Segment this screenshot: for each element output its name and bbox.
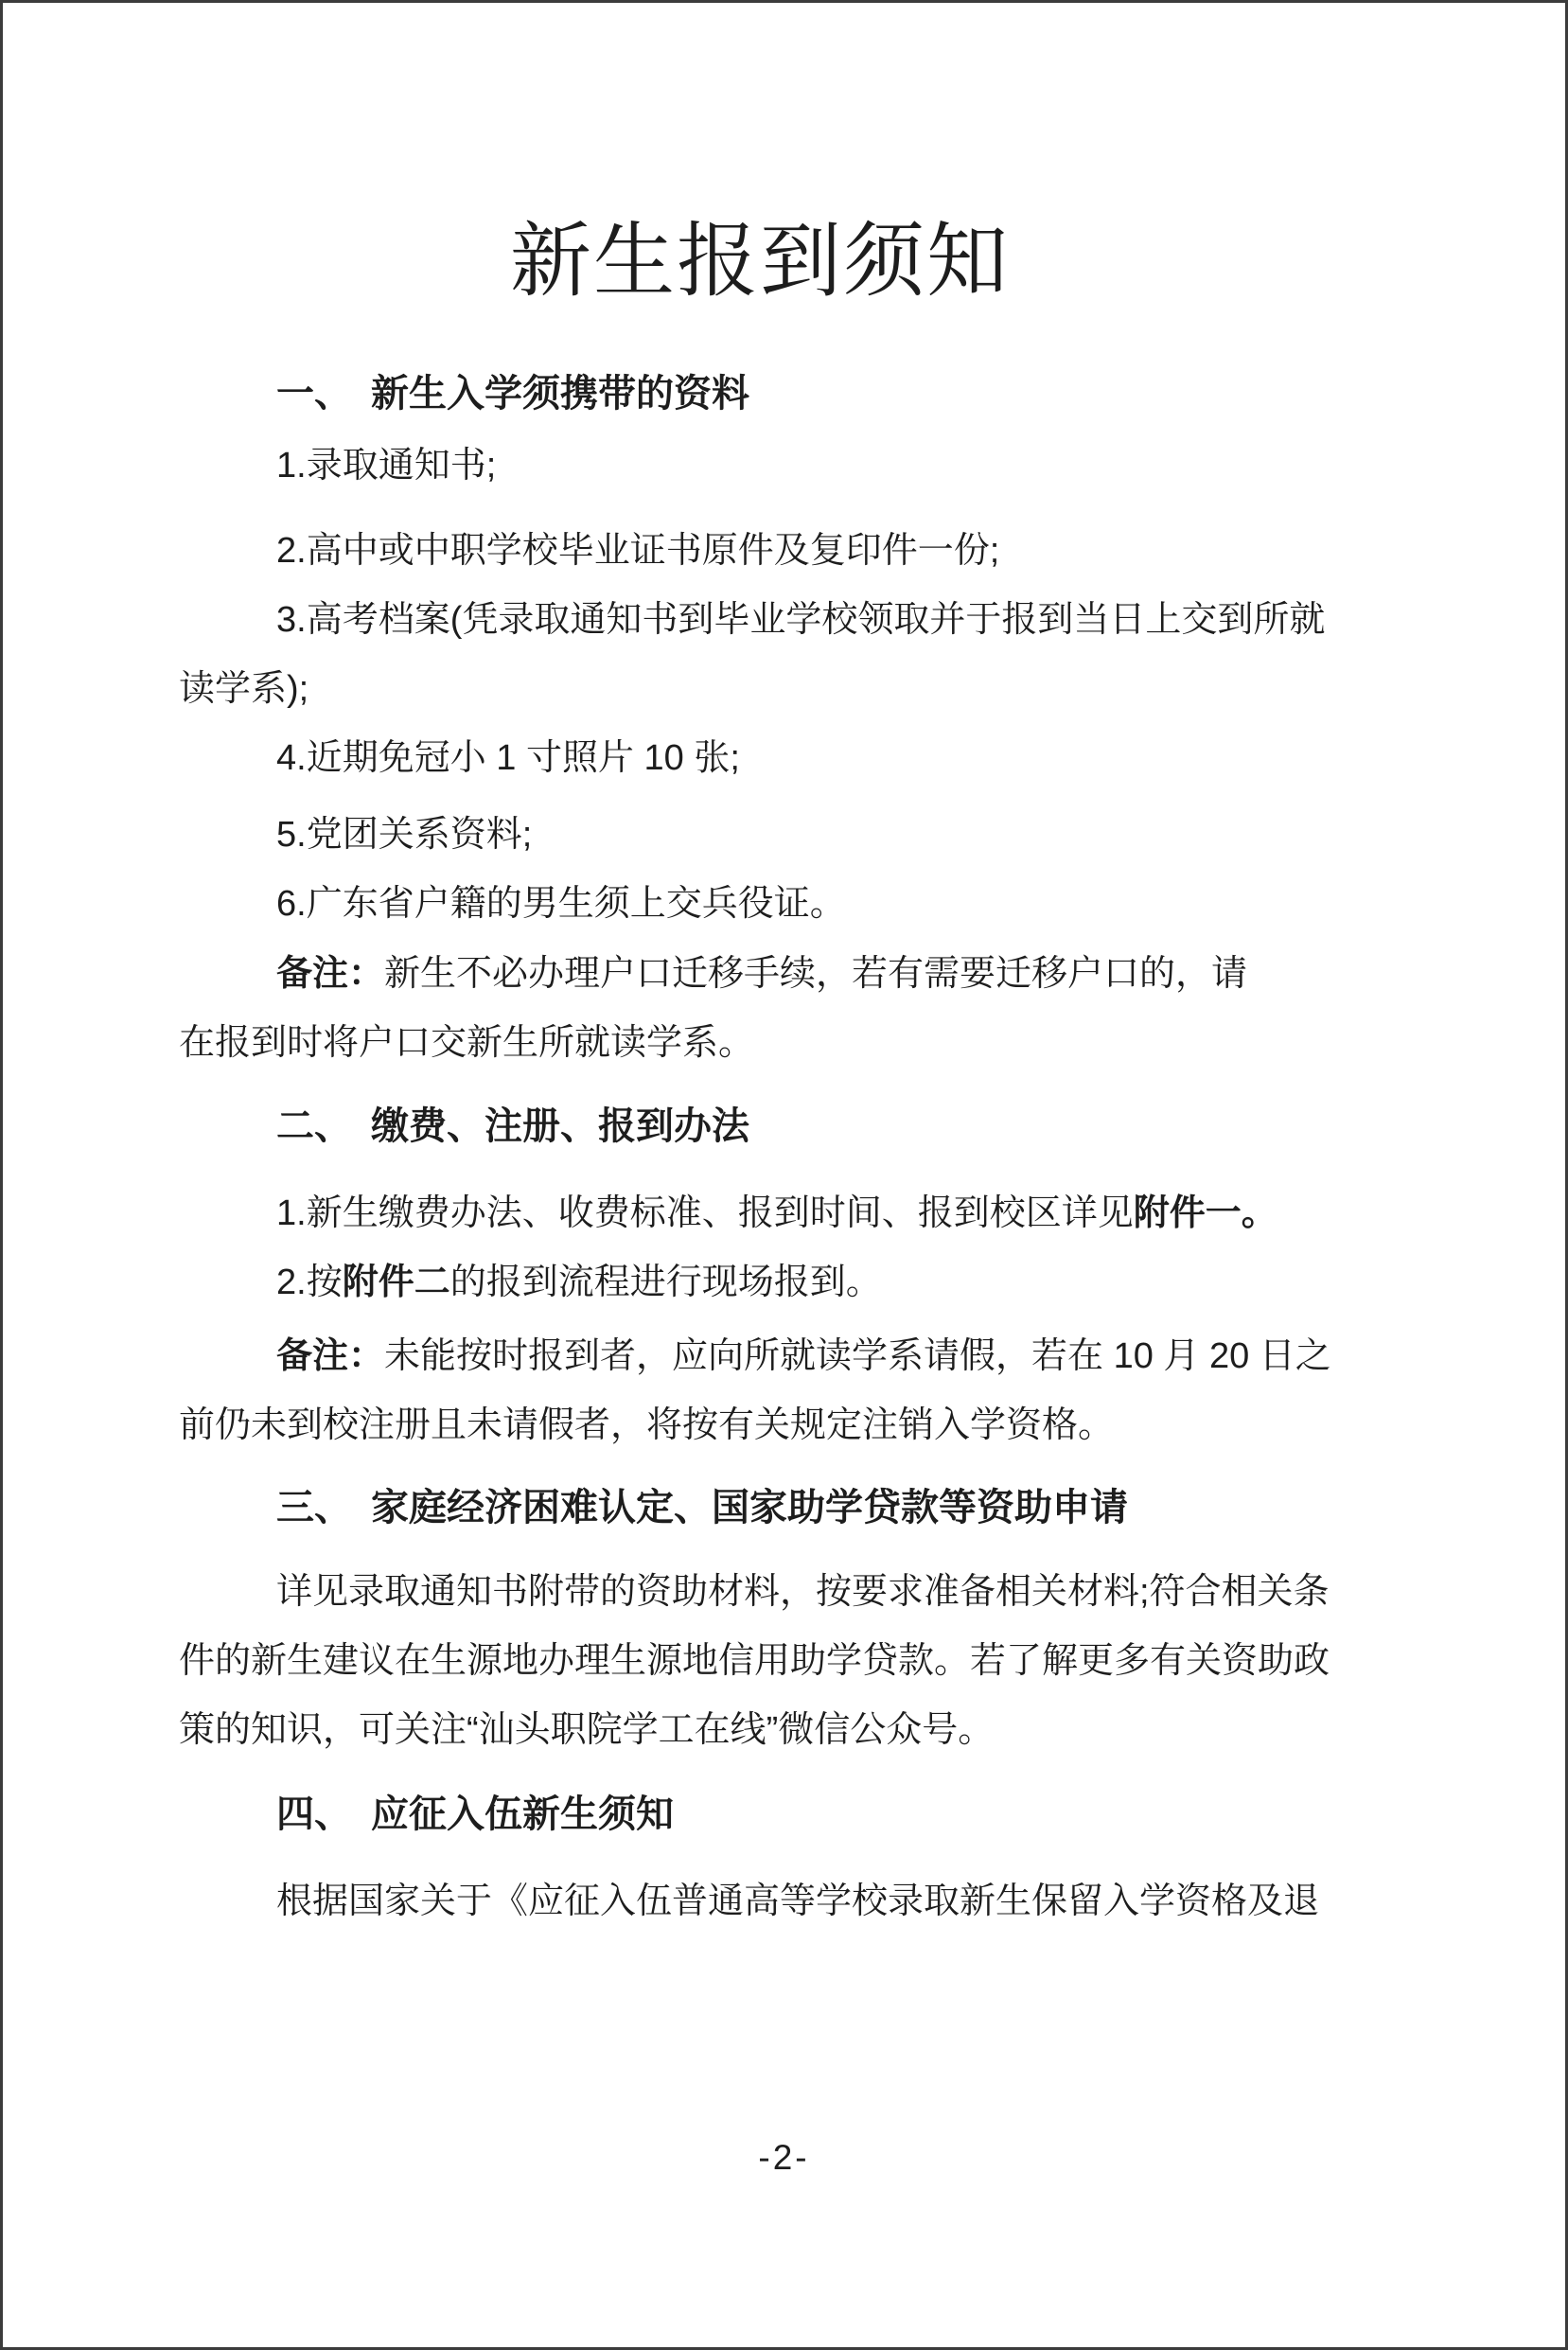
section-1-heading: [179, 360, 1341, 429]
paragraph-line: [179, 1696, 1341, 1765]
text-segment: 新生不必办理户口迁移手续，若有需要迁移户口的，请: [384, 954, 1248, 994]
paragraph-line: [179, 1009, 1341, 1078]
text-segment: 1.新生缴费办法、收费标准、报到时间、报到校区详见: [276, 1193, 1134, 1233]
text-segment: 3.高考档案(凭录取通知书到毕业学校领取并于报到当日上交到所就: [276, 600, 1326, 640]
section-2-note: [179, 1322, 1341, 1460]
text-segment: 前仍未到校注册且未请假者，将按有关规定注销入学资格。: [179, 1405, 1115, 1445]
paragraph-line: [179, 1322, 1341, 1391]
text-segment: 4.近期免冠小 1 寸照片 10 张;: [276, 738, 740, 778]
text-segment: 详见录取通知书附带的资助材料，按要求准备相关材料;符合相关条: [276, 1572, 1330, 1612]
text-segment: 2.按: [276, 1263, 343, 1302]
text-segment: 件的新生建议在生源地办理生源地信用助学贷款。若了解更多有关资助政: [179, 1641, 1330, 1681]
paragraph-line: [179, 1867, 1341, 1936]
section-3-body: [179, 1558, 1341, 1765]
section-heading-line: [179, 360, 1341, 429]
section-2-item-1: [179, 1179, 1341, 1248]
section-4-body: [179, 1867, 1341, 1936]
text-segment: 6.广东省户籍的男生须上交兵役证。: [276, 884, 846, 924]
bold-text-segment: 备注：: [276, 954, 385, 994]
paragraph-line: [179, 801, 1341, 870]
paragraph-line: [179, 1391, 1341, 1460]
text-segment: 未能按时报到者，应向所就读学系请假，若在 10 月 20 日之: [384, 1336, 1331, 1376]
bold-text-segment: 三、 家庭经济困难认定、国家助学贷款等资助申请: [276, 1487, 1128, 1528]
document-flow: [179, 3, 1341, 1936]
text-segment: 读学系);: [179, 669, 309, 709]
paragraph-line: [179, 1627, 1341, 1696]
bold-text-segment: 二、 缴费、注册、报到办法: [276, 1105, 749, 1147]
bold-text-segment: 一、 新生入学须携带的资料: [276, 373, 749, 415]
paragraph-line: [179, 724, 1341, 793]
paragraph-line: [179, 1248, 1341, 1317]
paragraph-line: [179, 586, 1341, 655]
bold-text-segment: 四、 应征入伍新生须知: [276, 1793, 674, 1835]
text-segment: 5.党团关系资料;: [276, 815, 533, 855]
text-segment: 1.录取通知书;: [276, 446, 497, 486]
paragraph-line: [179, 1558, 1341, 1627]
section-heading-line: [179, 1780, 1341, 1849]
section-heading-line: [179, 1474, 1341, 1543]
text-segment: 根据国家关于《应征入伍普通高等学校录取新生保留入学资格及退: [276, 1882, 1320, 1921]
paragraph-line: [179, 655, 1341, 724]
paragraph-line: [179, 432, 1341, 501]
section-1-item-5: [179, 801, 1341, 870]
text-segment: 策的知识，可关注“汕头职院学工在线”微信公众号。: [179, 1710, 995, 1750]
section-1-item-1: [179, 432, 1341, 501]
section-2-heading: [179, 1092, 1341, 1161]
section-1-note: [179, 940, 1341, 1078]
paragraph-line: [179, 870, 1341, 939]
paragraph-line: [179, 1179, 1341, 1248]
section-1-item-4: [179, 724, 1341, 793]
text-segment: 在报到时将户口交新生所就读学系。: [179, 1023, 755, 1063]
section-3-heading: [179, 1474, 1341, 1543]
bold-text-segment: 备注：: [276, 1336, 385, 1376]
section-heading-line: [179, 1092, 1341, 1161]
bold-text-segment: 附件二: [342, 1263, 450, 1302]
text-segment: 2.高中或中职学校毕业证书原件及复印件一份;: [276, 531, 1000, 571]
section-1-item-6: [179, 870, 1341, 939]
text-segment: 的报到流程进行现场报到。: [449, 1263, 882, 1302]
section-1-item-2: [179, 517, 1341, 586]
paragraph-line: [179, 940, 1341, 1009]
section-2-item-2: [179, 1248, 1341, 1317]
document-title: 新生报到须知: [510, 216, 1010, 307]
paragraph-line: [179, 517, 1341, 586]
page-number: -2-: [758, 2138, 810, 2177]
bold-text-segment: 附件一。: [1133, 1193, 1277, 1233]
section-1-item-3: [179, 586, 1341, 724]
section-4-heading: [179, 1780, 1341, 1849]
